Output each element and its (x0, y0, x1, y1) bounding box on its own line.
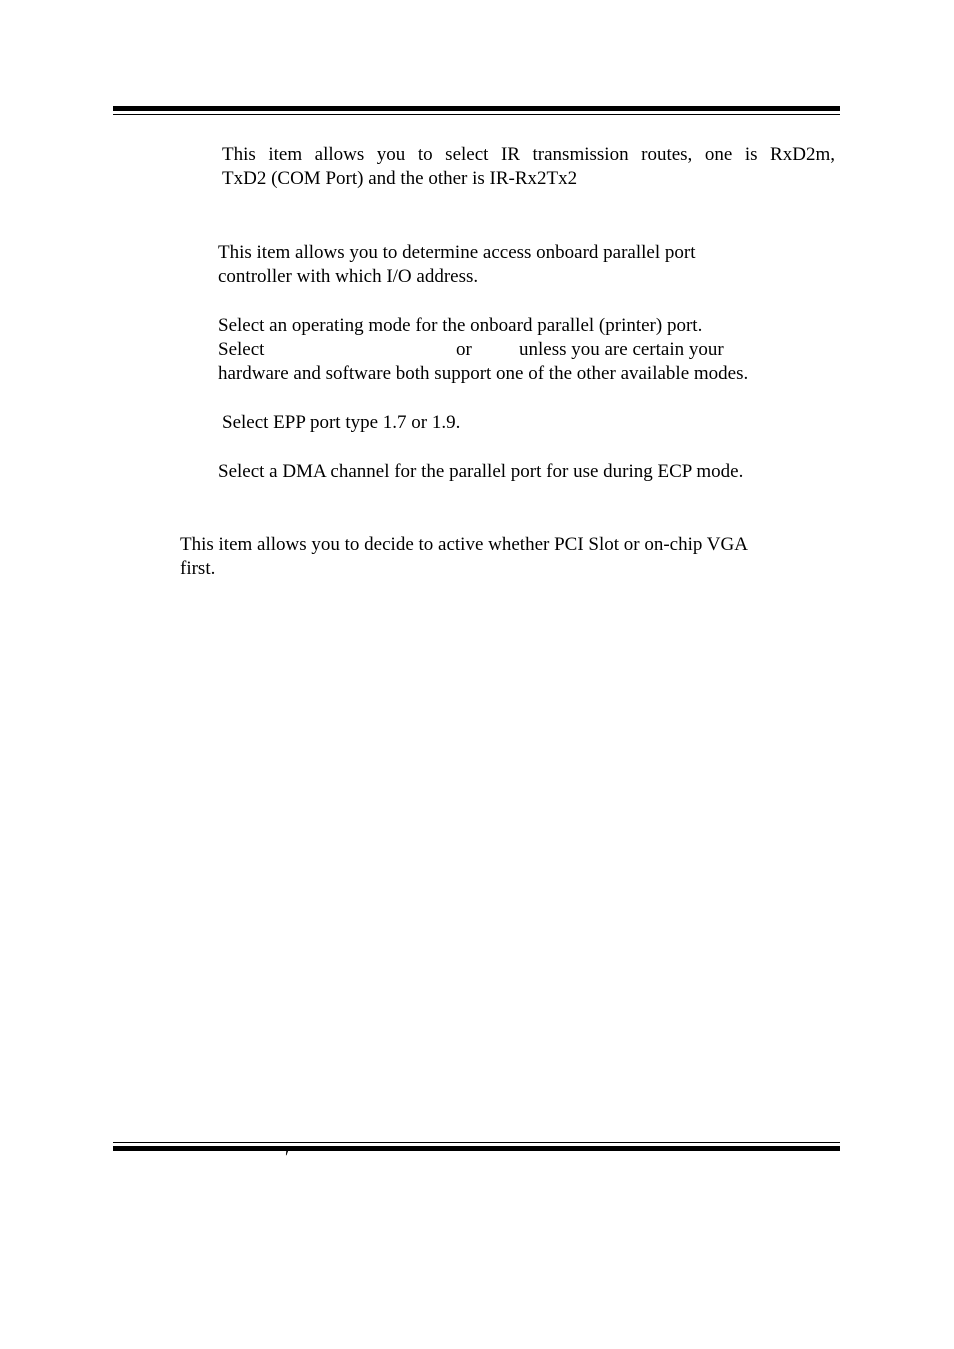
footer-rule-thin (113, 1142, 840, 1143)
epp-type-text: Select EPP port type 1.7 or 1.9. (222, 412, 461, 433)
footer-mark: ′ (285, 1147, 289, 1167)
vga-first-description (180, 533, 840, 581)
parallel-address-line-2: controller with which I/O address. (218, 266, 479, 287)
header-rule-thick (113, 106, 840, 111)
ecp-dma-description (218, 460, 838, 484)
parallel-mode-select-word: Select (218, 339, 265, 360)
vga-first-line-1: This item allows you to decide to active whether PCI Slot or on-chip VGA (180, 534, 748, 555)
parallel-mode-line-3: hardware and software both support one of the other available modes. (218, 363, 749, 384)
parallel-mode-unless-text: unless you are certain your (519, 339, 724, 360)
header-rule-thin (113, 114, 840, 115)
parallel-mode-or-word: or (456, 339, 472, 360)
parallel-mode-line-1: Select an operating mode for the onboard parallel (printer) port. (218, 315, 703, 336)
footer-rule-thick (113, 1146, 840, 1151)
epp-type-description (222, 411, 822, 435)
ir-route-description (222, 143, 835, 191)
vga-first-line-2: first. (180, 558, 216, 579)
parallel-mode-description (218, 314, 838, 386)
ir-route-line-2: TxD2 (COM Port) and the other is IR-Rx2Tx2 (222, 168, 578, 189)
ir-route-line-1: This item allows you to select IR transmission routes, one is RxD2m, (222, 144, 835, 165)
ecp-dma-text: Select a DMA channel for the parallel port for use during ECP mode. (218, 461, 744, 482)
parallel-address-line-1: This item allows you to determine access onboard parallel port (218, 242, 696, 263)
parallel-address-description (218, 241, 838, 289)
